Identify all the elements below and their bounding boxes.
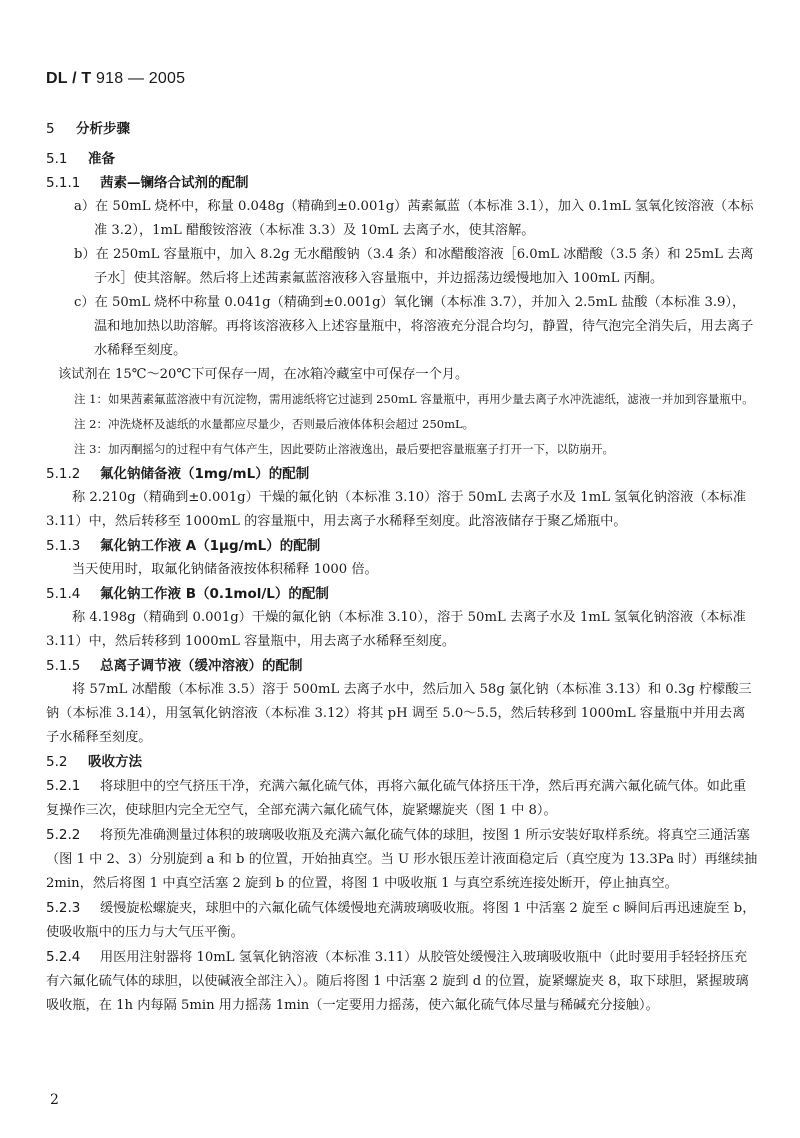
section-number: 5.1.3 [46, 538, 81, 554]
paragraph: 将 57mL 冰醋酸（本标准 3.5）溶于 500mL 去离子水中，然后加入 58g 氯化钠（本标准 3.13）和 0.3g 柠檬酸三钠（本标准 3.14），用氢氧化钠溶液（本标准 3.12）将其 pH 调至 5.0～5.5，然后转移到 1000mL 容量瓶中并用去离子水稀释至刻度。 [46, 682, 752, 745]
section-title: 氟化钠工作液 B（0.1mol/L）的配制 [100, 586, 329, 602]
section-number: 5.1 [46, 151, 68, 167]
standard-header [46, 70, 185, 88]
section-number: 5.2 [46, 754, 68, 770]
section-number: 5.2.1 [46, 778, 81, 794]
section-title: 氟化钠工作液 A（1μg/mL）的配制 [100, 538, 321, 554]
section-title: 总离子调节液（缓冲溶液）的配制 [100, 658, 303, 674]
paragraph: 称 4.198g（精确到 0.001g）干燥的氟化钠（本标准 3.10），溶于 50mL 去离子水及 1mL 氢氧化钠溶液（本标准 3.11）中，然后转移到 1000mL 容量瓶中，用去离子水稀释至刻度。 [46, 610, 746, 649]
section-title: 准备 [88, 151, 115, 167]
note-1: 注 1：如果茜素氟蓝溶液中有沉淀物，需用滤纸将它过滤到 250mL 容量瓶中，再用少量去离子水冲洗滤纸，滤液一并加到容量瓶中。 [74, 392, 754, 406]
paragraph: 将预先准确测量过体积的玻璃吸收瓶及充满六氟化硫气体的球胆，按图 1 所示安装好取样系统。将真空三通活塞（图 1 中 2、3）分别旋到 a 和 b 的位置，开始抽真空。当 U 形水银压差计液面稳定后（真空度为 13.3Pa 时）再继续抽 2min，然后将图 1 中真空活塞 2 旋到 b 的位置，将图 1 中吸收瓶 1 与真空系统连接处断开，停止抽真空。 [46, 828, 758, 891]
section-number: 5.2.2 [46, 827, 81, 843]
section-number: 5.2.4 [46, 949, 81, 965]
standard-number: 918 — 2005 [96, 70, 186, 87]
clause-5-2-4 [46, 945, 758, 1018]
clause-5-2-2 [46, 823, 758, 896]
section-number: 5.1.5 [46, 658, 81, 674]
section-number: 5.2.3 [46, 900, 81, 916]
section-title: 吸收方法 [88, 754, 142, 770]
list-item-a: a）在 50mL 烧杯中，称量 0.048g（精确到±0.001g）茜素氟蓝（本标准 3.1），加入 0.1mL 氢氧化铵溶液（本标准 3.2），1mL 醋酸铵溶液（本标准 3.3）及 10mL 去离子水，使其溶解。 [74, 199, 754, 238]
section-title: 茜素—镧络合试剂的配制 [100, 175, 249, 191]
note-2: 注 2：冲洗烧杯及滤纸的水量都应尽量少，否则最后液体体积会超过 250mL。 [74, 417, 475, 431]
section-number: 5.1.2 [46, 466, 81, 482]
clause-5-2-1 [46, 774, 758, 823]
paragraph: 用医用注射器将 10mL 氢氧化钠溶液（本标准 3.11）从胶管处缓慢注入玻璃吸收瓶中（此时要用手轻轻挤压充有六氟化硫气体的球胆，以使碱液全部注入）。随后将图 1 中活塞 2 旋到 d 的位置，旋紧螺旋夹 8，取下球胆，紧握玻璃吸收瓶，在 1h 内每隔 5min 用力摇荡 1min（一定要用力摇荡，使六氟化硫气体尽量与稀碱充分接触）。 [46, 950, 749, 1013]
paragraph: 缓慢旋松螺旋夹，球胆中的六氟化硫气体缓慢地充满玻璃吸收瓶。将图 1 中活塞 2 旋至 c 瞬间后再迅速旋至 b，使吸收瓶中的压力与大气压平衡。 [46, 901, 756, 940]
section-number: 5.1.4 [46, 586, 81, 602]
section-number: 5 [46, 121, 55, 137]
paragraph: 将球胆中的空气挤压干净，充满六氟化硫气体，再将六氟化硫气体挤压干净，然后再充满六氟化硫气体。如此重复操作三次，使球胆内完全无空气，全部充满六氟化硫气体，旋紧螺旋夹（图 1 中 8）。 [46, 779, 747, 818]
clause-5-2-3 [46, 896, 758, 945]
section-number: 5.1.1 [46, 175, 81, 191]
section-title: 分析步骤 [76, 121, 130, 137]
standard-code: DL / T [46, 70, 92, 87]
paragraph: 称 2.210g（精确到±0.001g）干燥的氟化钠（本标准 3.10）溶于 50mL 去离子水及 1mL 氢氧化钠溶液（本标准 3.11）中，然后转移至 1000mL 的容量瓶中，用去离子水稀释至刻度。此溶液储存于聚乙烯瓶中。 [46, 490, 747, 529]
page-number: 2 [50, 1092, 59, 1108]
section-title: 氟化钠储备液（1mg/mL）的配制 [100, 466, 310, 482]
paragraph: 当天使用时，取氟化钠储备液按体积稀释 1000 倍。 [72, 562, 378, 577]
section-5-1 [46, 147, 758, 1018]
list-item-c: c）在 50mL 烧杯中称量 0.041g（精确到±0.001g）氧化镧（本标准 3.7），并加入 2.5mL 盐酸（本标准 3.9），温和地加热以助溶解。再将该溶液移入上述容量瓶中，将溶液充分混合均匀，静置，待气泡完全消失后，用去离子水稀释至刻度。 [74, 295, 754, 358]
section-5-heading [46, 117, 758, 141]
storage-text: 该试剂在 15℃～20℃下可保存一周，在冰箱冷藏室中可保存一个月。 [58, 367, 469, 382]
note-3: 注 3：加丙酮摇匀的过程中有气体产生，因此要防止溶液逸出，最后要把容量瓶塞子打开一下，以防崩开。 [74, 442, 614, 456]
list-item-b: b）在 250mL 容量瓶中，加入 8.2g 无水醋酸钠（3.4 条）和冰醋酸溶液［6.0mL 冰醋酸（3.5 条）和 25mL 去离子水］使其溶解。然后将上述茜素氟蓝溶液移入容量瓶中，并边摇荡边缓慢地加入 100mL 丙酮。 [74, 247, 754, 286]
